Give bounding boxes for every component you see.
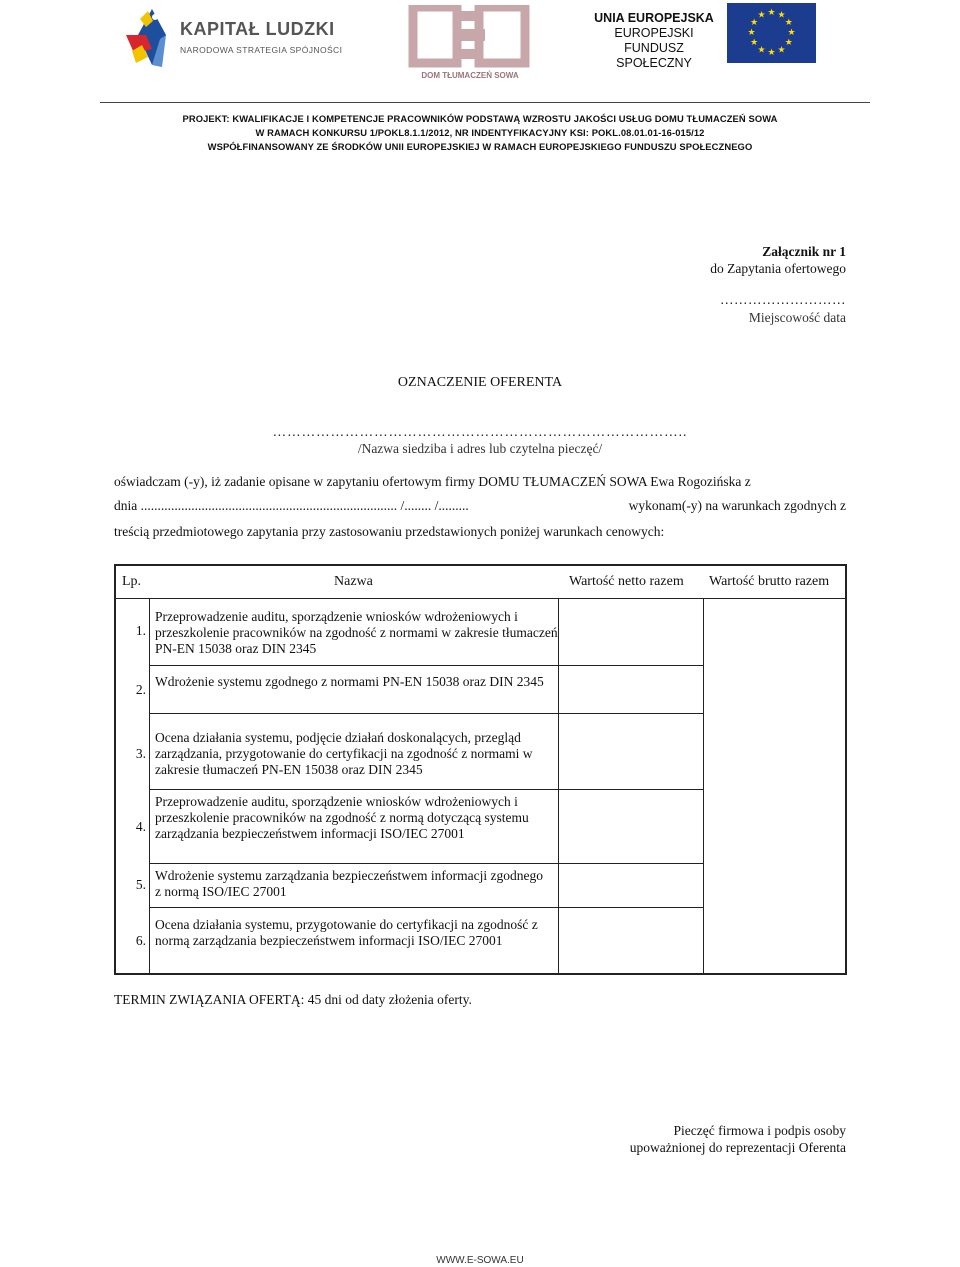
svg-text:★: ★ (767, 8, 776, 18)
price-table (114, 564, 847, 975)
row-number: 2. (135, 682, 146, 697)
row-name: Wdrożenie systemu zgodnego z normami PN-EN 15038 oraz DIN 2345 (155, 674, 544, 689)
column-divider (703, 598, 704, 973)
project-info (100, 112, 860, 154)
kapital-ludzki-logo (122, 5, 343, 71)
annex-number: Załącznik nr 1 (762, 244, 846, 259)
offeror-name-label: /Nazwa siedziba i adres lub czytelna pieczęć/ (357, 441, 603, 456)
row-divider (149, 665, 704, 666)
dom-tlumaczen-sowa-logo (405, 5, 535, 85)
svg-text:★: ★ (757, 10, 766, 21)
sowa-logo-icon (405, 5, 535, 69)
signature-label-line-2: upoważnionej do reprezentacji Oferenta (629, 1140, 846, 1155)
kapital-ludzki-title: KAPITAŁ LUDZKI (180, 19, 335, 39)
offeror-heading: OZNACZENIE OFERENTA (397, 375, 563, 390)
svg-text:★: ★ (777, 10, 786, 21)
place-date-field: ……………………… (720, 292, 846, 307)
website-footer: WWW.E-SOWA.EU (436, 1255, 524, 1266)
row-name: Wdrożenie systemu zarządzania bezpieczeństwem informacji zgodnego z normą ISO/IEC 27001 (155, 868, 543, 899)
declaration-line-2-rest: wykonam(-y) na warunkach zgodnych z (628, 498, 846, 513)
offeror-name-field: ………………………………………………………………………….. (272, 424, 688, 439)
row-divider (149, 713, 704, 714)
svg-text:★: ★ (777, 45, 786, 56)
row-number: 6. (135, 933, 146, 948)
project-line-3: WSPÓŁFINANSOWANY ZE ŚRODKÓW UNII EUROPEJSKIEJ W RAMACH EUROPEJSKIEGO FUNDUSZU SPOŁECZNEGO (207, 141, 753, 152)
svg-text:★: ★ (784, 38, 793, 48)
place-date-label: Miejscowość data (748, 310, 846, 325)
column-header-lp: Lp. (122, 574, 142, 589)
svg-text:★: ★ (767, 48, 776, 58)
signature-label-line-1: Pieczęć firmowa i podpis osoby (673, 1123, 846, 1138)
svg-text:★: ★ (784, 18, 793, 28)
project-line-2: W RAMACH KONKURSU 1/POKL8.1.1/2012, NR INDENTYFIKACYJNY KSI: POKL.08.01.01-16-015/12 (255, 127, 705, 138)
declaration-line-3: treścią przedmiotowego zapytania przy zastosowaniu przedstawionych poniżej warunkach cenowych: (114, 524, 665, 539)
row-divider (149, 907, 704, 908)
sowa-logo-caption: DOM TŁUMACZEŃ SOWA (421, 71, 519, 80)
project-line-1: PROJEKT: KWALIFIKACJE I KOMPETENCJE PRACOWNIKÓW PODSTAWĄ WZROSTU JAKOŚCI USŁUG DOMU TŁUMACZEŃ SOWA (182, 113, 778, 124)
column-divider (149, 598, 150, 973)
row-number: 1. (135, 623, 146, 638)
svg-text:★: ★ (757, 45, 766, 56)
row-number: 4. (135, 819, 146, 834)
row-divider (149, 863, 704, 864)
declaration-date-field: dnia ............................................................................ /........ /......... (114, 498, 469, 513)
svg-text:★: ★ (750, 38, 759, 48)
row-number: 5. (135, 877, 146, 892)
row-name: Ocena działania systemu, podjęcie działań doskonalących, przegląd zarządzania, przygotowanie do certyfikacji na zgodność z normami w zakresie tłumaczeń PN-EN 15038 oraz DIN 2345 (155, 730, 533, 777)
row-name: Ocena działania systemu, przygotowanie do certyfikacji na zgodność z normą zarządzania bezpieczeństwem informacji ISO/IEC 27001 (155, 917, 538, 948)
row-divider (149, 789, 704, 790)
eu-line-2: EUROPEJSKI (614, 26, 694, 40)
offer-validity-term: TERMIN ZWIĄZANIA OFERTĄ: 45 dni od daty złożenia oferty. (114, 992, 472, 1007)
column-header-brutto: Wartość brutto razem (709, 574, 830, 589)
row-name: Przeprowadzenie auditu, sporządzenie wniosków wdrożeniowych i przeszkolenie pracowników na zgodność z normą dotyczącą systemu zarządzania bezpieczeństwem informacji ISO/IEC 27001 (155, 794, 529, 841)
row-number: 3. (135, 746, 146, 761)
svg-text:★: ★ (747, 28, 756, 38)
kapital-ludzki-emblem-icon (122, 5, 178, 71)
column-header-netto: Wartość netto razem (569, 574, 684, 589)
column-header-name: Nazwa (334, 574, 373, 589)
annex-title: do Zapytania ofertowego (710, 261, 846, 276)
kapital-ludzki-subtitle: NARODOWA STRATEGIA SPÓJNOŚCI (180, 45, 343, 55)
eu-fund-text (593, 11, 715, 71)
eu-line-3: FUNDUSZ SPOŁECZNY (616, 41, 692, 70)
header-divider (100, 102, 870, 103)
declaration-line-1: oświadczam (-y), iż zadanie opisane w zapytaniu ofertowym firmy DOMU TŁUMACZEŃ SOWA Ewa Rogozińska z (114, 474, 751, 489)
eu-line-1: UNIA EUROPEJSKA (594, 11, 714, 25)
header-row-divider (116, 598, 845, 599)
row-name: Przeprowadzenie auditu, sporządzenie wniosków wdrożeniowych i przeszkolenie pracowników na zgodność z normami w zakresie tłumaczeń PN-EN 15038 oraz DIN 2345 (155, 609, 558, 656)
eu-flag-icon (727, 3, 816, 63)
svg-text:★: ★ (750, 18, 759, 28)
svg-text:★: ★ (787, 28, 796, 38)
